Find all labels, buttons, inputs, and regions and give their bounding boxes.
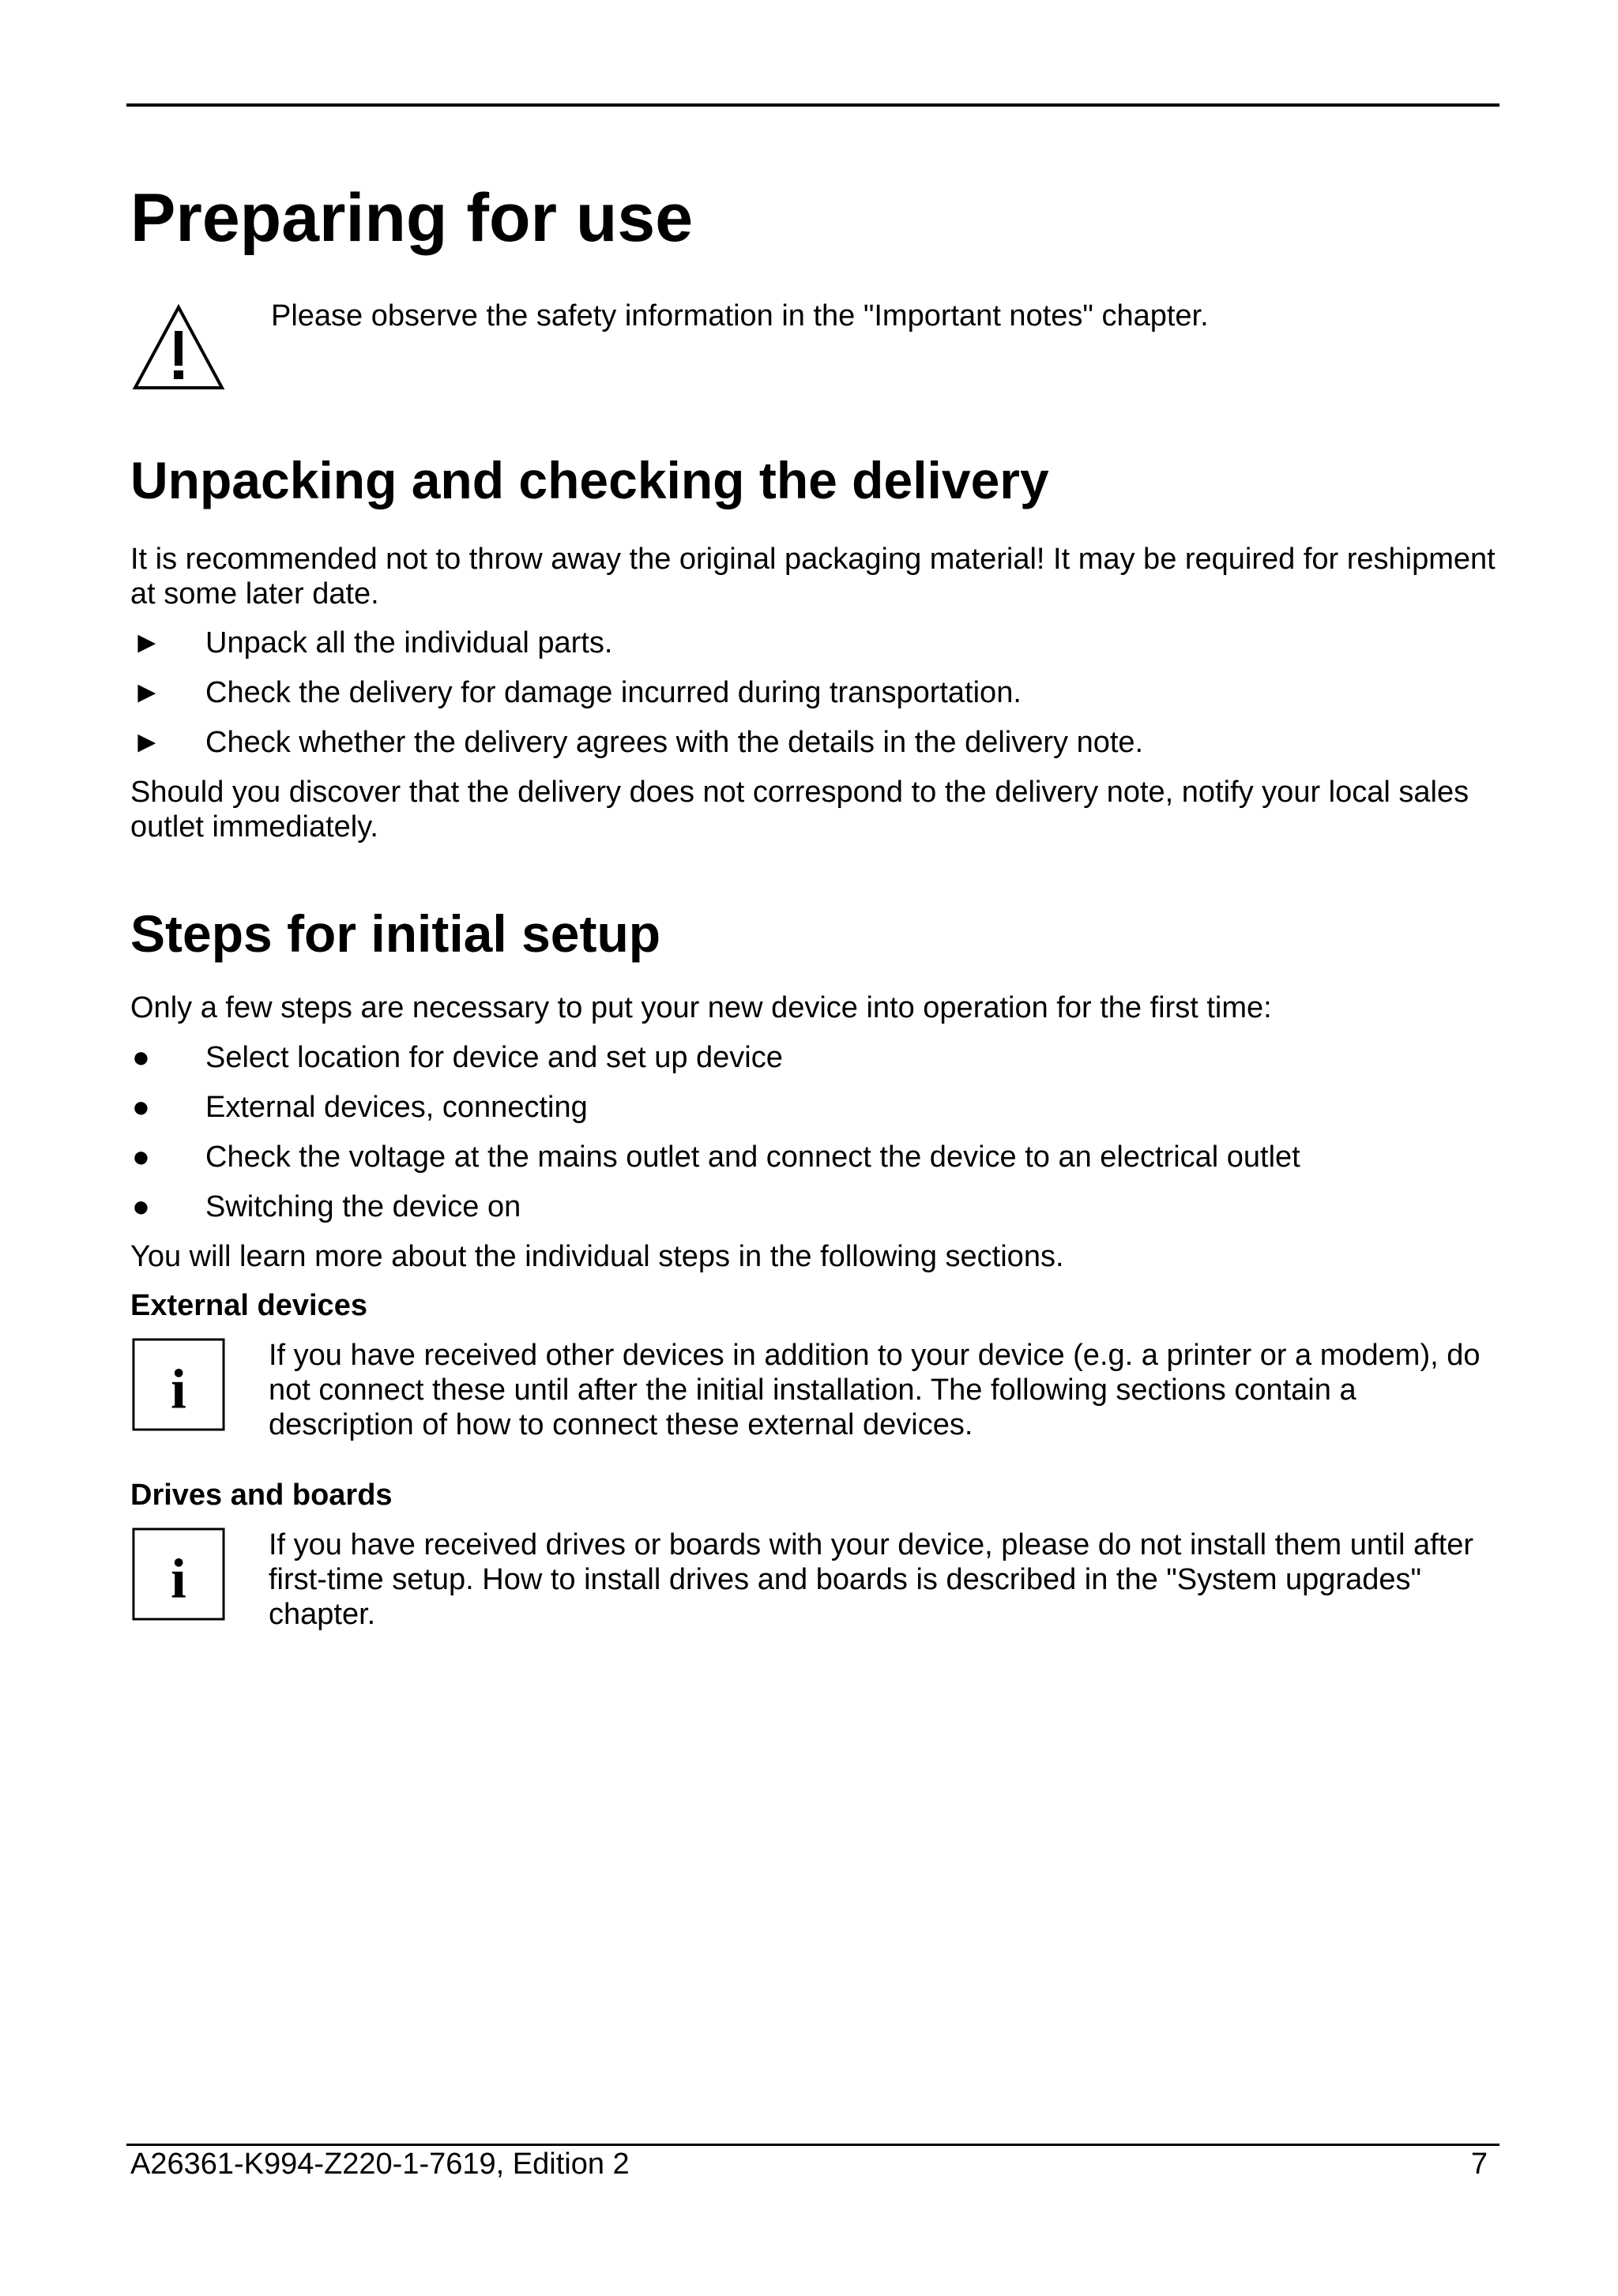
warning-note-text: Please observe the safety information in the "Important notes" chapter. bbox=[271, 299, 1209, 333]
svg-text:i: i bbox=[171, 1548, 186, 1610]
list-item-text: Check the delivery for damage incurred during transportation. bbox=[205, 676, 1022, 709]
arrow-bullet-icon: ► bbox=[132, 626, 162, 659]
list-item bbox=[130, 725, 1501, 775]
list-item-text: Check whether the delivery agrees with the details in the delivery note. bbox=[205, 726, 1144, 759]
unpacking-outro: Should you discover that the delivery does not correspond to the delivery note, notify your local sales outlet immediately. bbox=[130, 776, 1469, 844]
footer-document-id: A26361-K994-Z220-1-7619, Edition 2 bbox=[130, 2148, 630, 2181]
list-item-text: External devices, connecting bbox=[205, 1091, 588, 1124]
info-icon bbox=[132, 1338, 225, 1431]
bullet-icon: ● bbox=[132, 1140, 150, 1174]
info-icon bbox=[132, 1528, 225, 1621]
section-heading-unpacking: Unpacking and checking the delivery bbox=[130, 451, 1049, 509]
setup-steps-list bbox=[130, 1040, 1501, 1239]
header-rule bbox=[126, 103, 1499, 107]
list-item-text: Check the voltage at the mains outlet and connect the device to an electrical outlet bbox=[205, 1140, 1300, 1174]
warning-triangle-icon bbox=[132, 301, 225, 394]
list-item bbox=[130, 1140, 1501, 1189]
external-devices-text: If you have received other devices in addition to your device (e.g. a printer or a modem), do not connect these until after the initial installation. The following sections contain a description of how to connect these external devices. bbox=[269, 1339, 1481, 1441]
list-item-text: Switching the device on bbox=[205, 1190, 521, 1223]
list-item bbox=[130, 675, 1501, 725]
list-item bbox=[130, 1090, 1501, 1140]
subheading-drives-boards: Drives and boards bbox=[130, 1479, 393, 1512]
footer-rule bbox=[126, 2144, 1499, 2146]
subheading-external-devices: External devices bbox=[130, 1289, 367, 1322]
bullet-icon: ● bbox=[132, 1091, 150, 1124]
list-item-text: Select location for device and set up device bbox=[205, 1041, 783, 1074]
footer-page-number: 7 bbox=[1470, 2148, 1488, 2181]
setup-outro: You will learn more about the individual steps in the following sections. bbox=[130, 1240, 1064, 1273]
list-item bbox=[130, 626, 1501, 675]
svg-text:i: i bbox=[171, 1358, 186, 1421]
section-heading-setup: Steps for initial setup bbox=[130, 904, 661, 963]
page-title: Preparing for use bbox=[130, 180, 694, 256]
arrow-bullet-icon: ► bbox=[132, 726, 162, 759]
drives-boards-text: If you have received drives or boards with your device, please do not install them until after first-time setup. How to install drives and boards is described in the "System upgrades" chapter. bbox=[269, 1528, 1474, 1631]
list-item-text: Unpack all the individual parts. bbox=[205, 626, 613, 659]
unpacking-intro: It is recommended not to throw away the original packaging material! It may be required for reshipment at some later date. bbox=[130, 543, 1496, 611]
list-item bbox=[130, 1189, 1501, 1239]
setup-intro: Only a few steps are necessary to put your new device into operation for the first time: bbox=[130, 991, 1272, 1024]
bullet-icon: ● bbox=[132, 1041, 150, 1074]
bullet-icon: ● bbox=[132, 1190, 150, 1223]
arrow-bullet-icon: ► bbox=[132, 676, 162, 709]
list-item bbox=[130, 1040, 1501, 1090]
unpacking-steps-list bbox=[130, 626, 1501, 775]
